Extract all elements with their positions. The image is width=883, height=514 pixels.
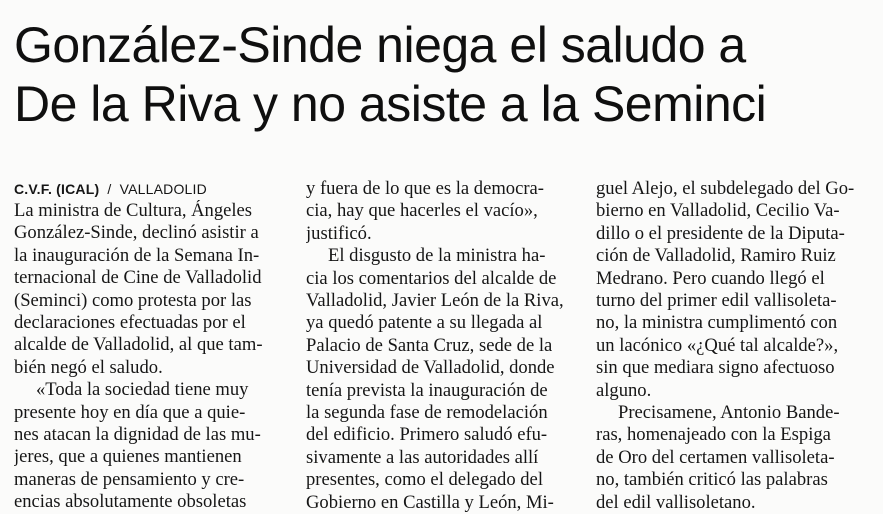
text-line: Palacio de Santa Cruz, sede de la [306,334,553,356]
text-line: González-Sinde, declinó asistir a [14,222,259,244]
text-line: Gobierno en Castilla y León, Mi- [306,491,554,513]
text-line: La ministra de Cultura, Ángeles [14,200,253,221]
headline-line: González-Sinde niega el saludo a [14,17,746,73]
article-column-1 [14,178,286,514]
text-line: (Seminci) como protesta por las [14,289,252,311]
text-line: ras, homenajeado con la Espiga [596,424,831,446]
byline [14,178,286,200]
text-line: ternacional de Cine de Valladolid [14,267,262,289]
text-line: «Toda la sociedad tiene muy [36,379,249,401]
text-line: cia los comentarios del alcalde de [306,267,557,289]
text-line: justificó. [306,222,372,244]
text-line: Precisamene, Antonio Bande- [618,402,840,424]
byline-author: C.V.F. (ICAL) [14,181,100,197]
text-line: no, también criticó las palabras [596,469,828,491]
byline-separator: / [107,181,112,197]
byline-location: VALLADOLID [119,181,207,197]
text-line: la inauguración de la Semana In- [14,244,260,266]
text-line: sivamente a las autoridades allí [306,446,539,468]
text-line: nes atacan la dignidad de las mu- [14,424,261,446]
text-line: maneras de pensamiento y cre- [14,468,245,490]
article-column-2 [306,178,574,514]
text-line: encias absolutamente obsoletas [14,491,247,513]
text-line: alguno. [596,379,652,401]
text-line: dillo o el presidente de la Diputa- [596,222,845,244]
text-line: la segunda fase de remodelación [306,402,548,424]
text-line: ción de Valladolid, Ramiro Ruiz [596,245,836,267]
text-line: bierno en Valladolid, Cecilio Va- [596,200,840,222]
text-line: alcalde de Valladolid, al que tam- [14,334,263,356]
headline-line: De la Riva y no asiste a la Seminci [14,76,767,132]
text-line: presentes, como el delegado del [306,469,543,491]
text-line: ya quedó patente a su llegada al [306,312,543,334]
text-line: un lacónico «¿Qué tal alcalde?», [596,334,839,356]
text-line: Universidad de Valladolid, donde [306,357,555,379]
text-line: Medrano. Pero cuando llegó el [596,267,825,289]
text-line: sin que mediara signo afectuoso [596,357,835,379]
text-line: no, la ministra cumplimentó con [596,312,838,334]
text-line: turno del primer edil vallisoleta- [596,290,837,312]
headline [14,16,874,134]
text-line: presente hoy en día que a quie- [14,401,246,423]
text-line: del edificio. Primero saludó efu- [306,424,548,446]
text-line: y fuera de lo que es la democra- [306,178,544,199]
text-line: El disgusto de la ministra ha- [328,245,546,267]
text-line: declaraciones efectuadas por el [14,312,246,334]
text-line: del edil vallisoletano. [596,491,756,513]
article-column-3 [596,178,874,514]
text-line: jeres, que a quienes mantienen [14,446,242,468]
text-line: cia, hay que hacerles el vacío», [306,200,538,222]
text-line: bién negó el saludo. [14,356,163,378]
text-line: tenía prevista la inauguración de [306,379,548,401]
text-line: guel Alejo, el subdelegado del Go- [596,178,855,199]
text-line: Valladolid, Javier León de la Riva, [306,290,564,312]
text-line: de Oro del certamen vallisoleta- [596,446,835,468]
